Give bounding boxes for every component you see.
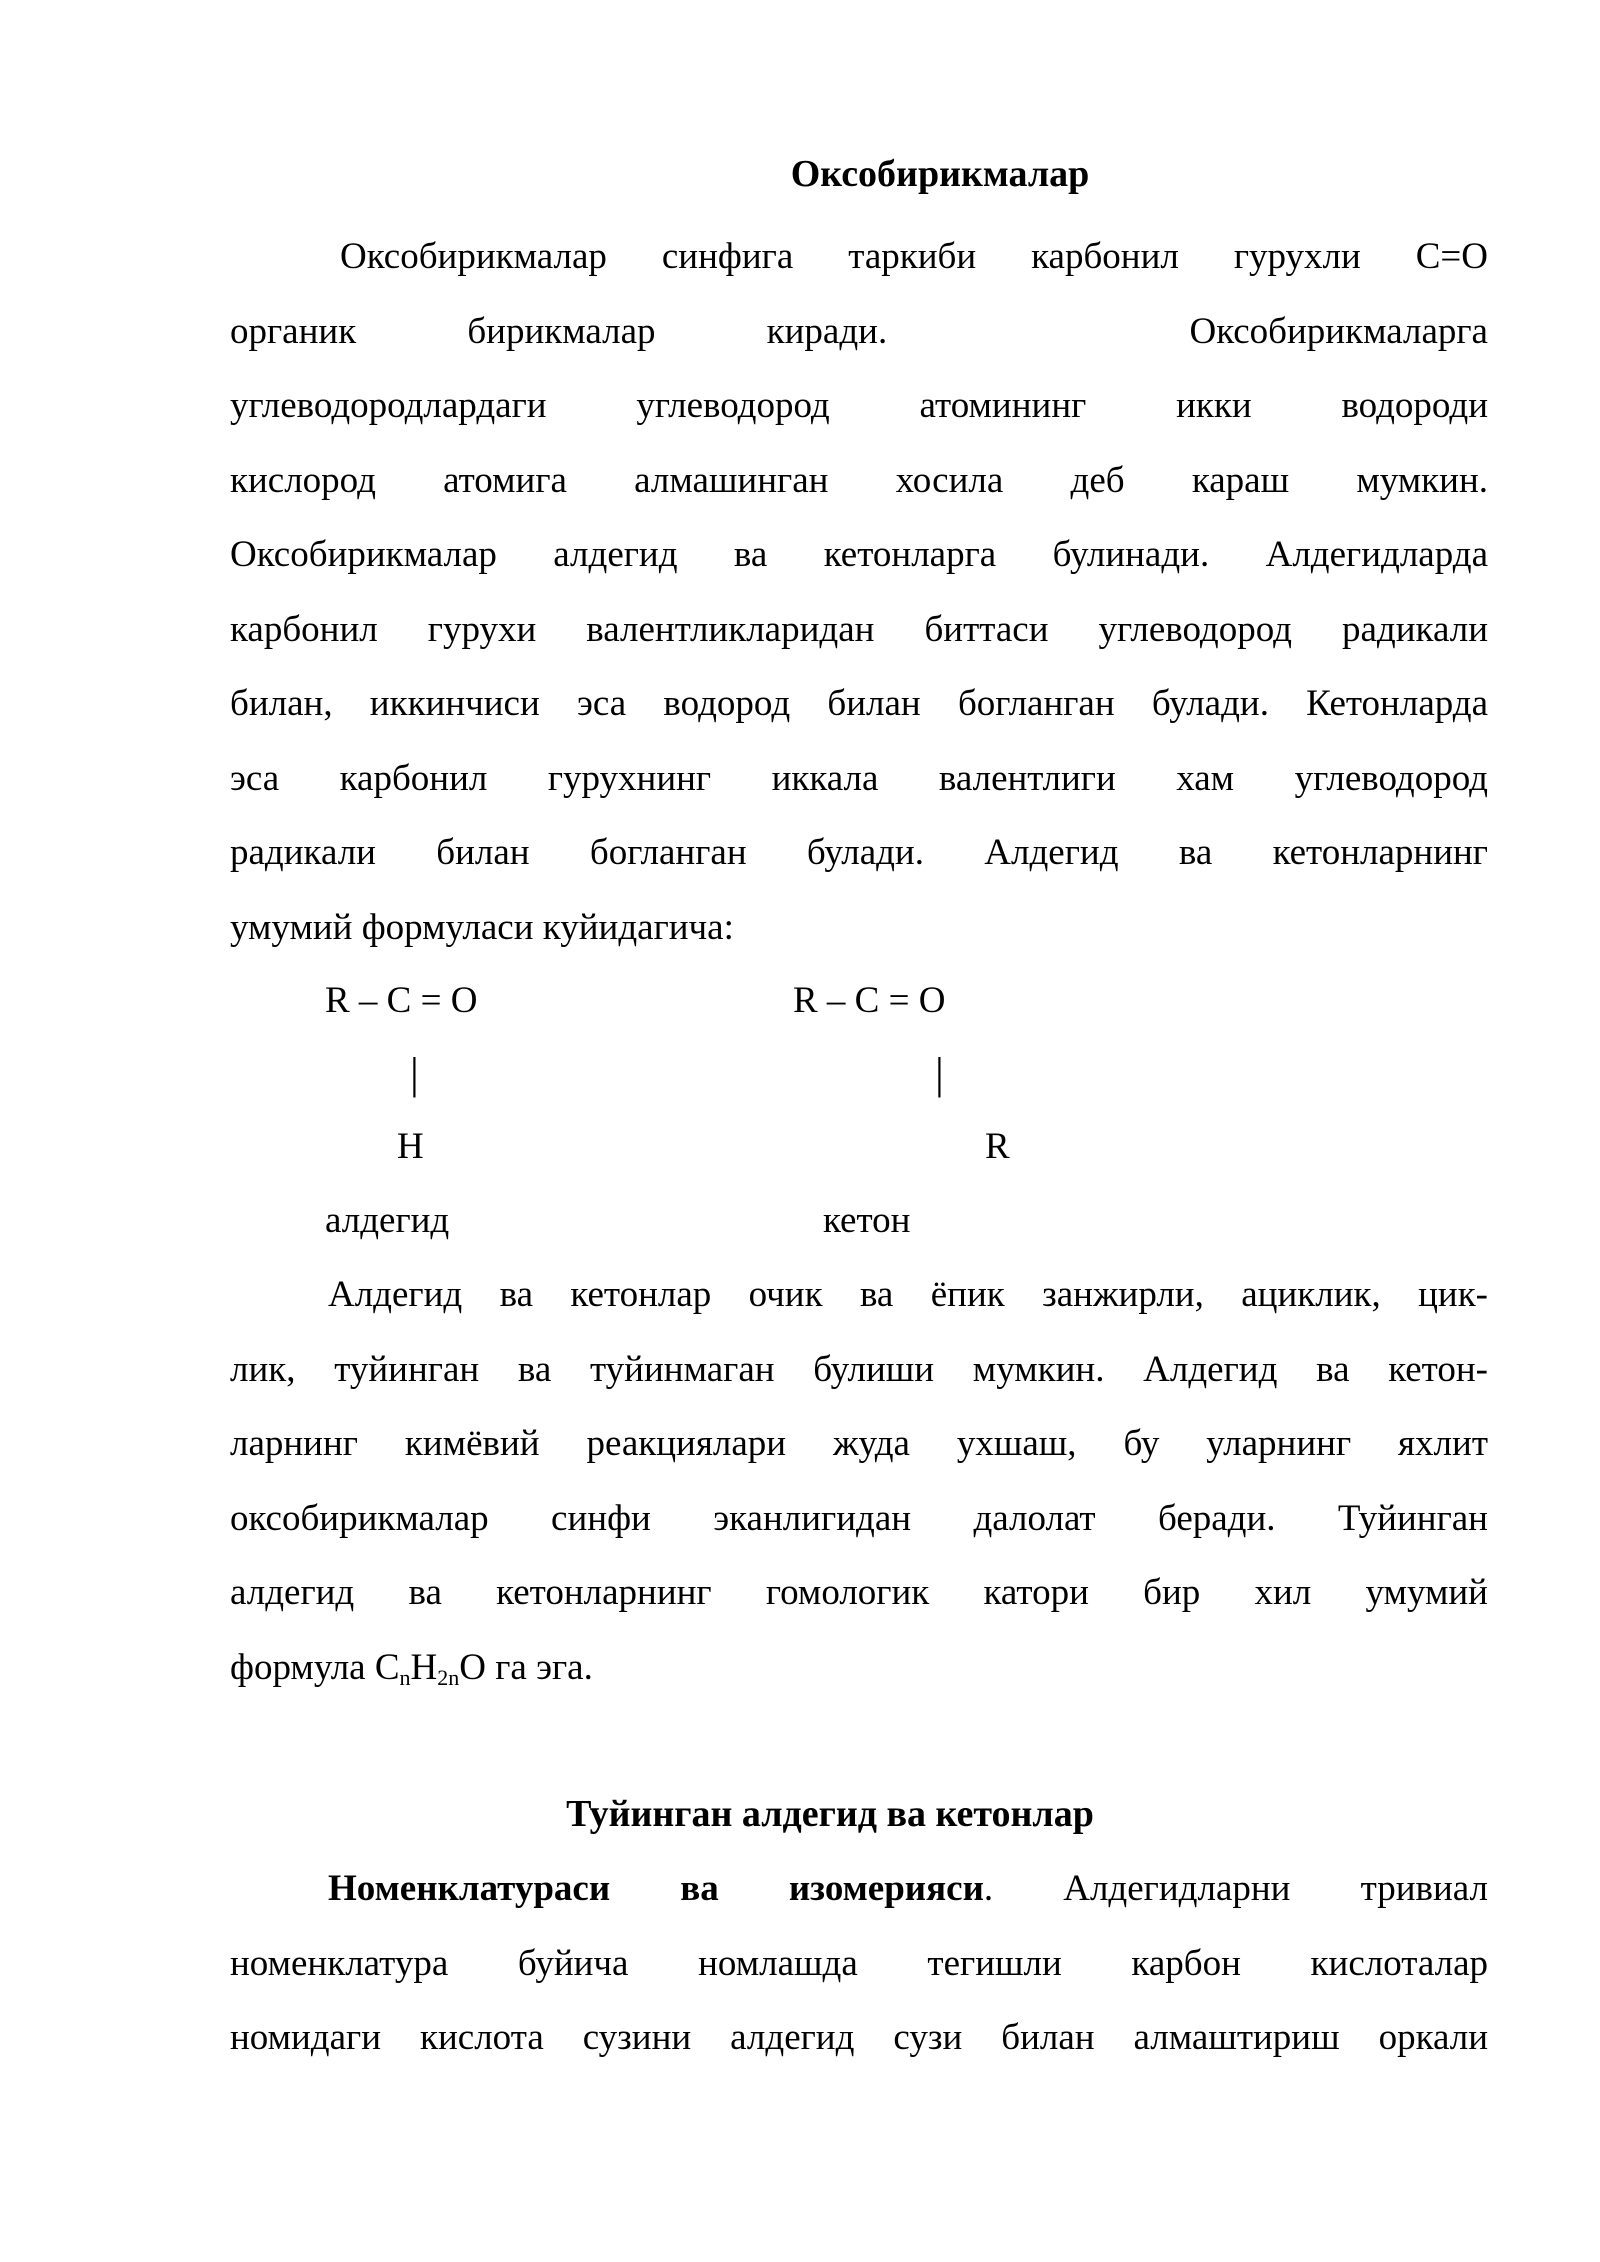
text-line: алдегид ва кетонларнинг гомологик катори бир хил умумий	[230, 1572, 1488, 1613]
paragraph-properties	[230, 1258, 1488, 1705]
text-line: номенклатура буйича номлашда тегишли карбон кислоталар	[230, 1942, 1488, 1984]
text-line: карбонил гурухи валентликларидан биттаси углеводород радикали	[230, 608, 1488, 650]
aldehyde-substituent: H	[397, 1126, 424, 1167]
subscript-2n: 2n	[437, 1664, 460, 1690]
text-run: . Алдегидларни тривиал	[983, 1868, 1488, 1909]
ketone-substituent: R	[985, 1126, 1010, 1167]
subheading: Номенклатураси ва изомерияси	[328, 1868, 984, 1909]
aldehyde-formula: R – C = O	[325, 980, 478, 1021]
text-line: Оксобирикмалар алдегид ва кетонларга булинади. Алдегидларда	[230, 534, 1488, 575]
text-line: номидаги кислота сузини алдегид сузи билан алмаштириш оркали	[230, 2017, 1488, 2058]
word: киради.	[766, 310, 888, 352]
text-line: углеводородлардаги углеводород атомининг икки водороди	[230, 385, 1488, 426]
formula-h: H	[410, 1646, 438, 1688]
paragraph-intro	[230, 220, 1488, 965]
formula-prefix: формула C	[230, 1646, 400, 1688]
text-line: оксобирикмалар синфи эканлигидан далолат беради. Туйинган	[230, 1497, 1488, 1539]
aldehyde-bond: |	[410, 1049, 419, 1098]
text-line: кислород атомига алмашинган хосила деб караш мумкин.	[230, 459, 1488, 501]
paragraph-nomenclature	[230, 1852, 1488, 2076]
ketone-formula: R – C = O	[793, 980, 946, 1021]
text-line	[230, 1852, 1488, 1927]
text-line: радикали билан богланган булади. Алдегид ва кетонларнинг	[230, 832, 1488, 873]
text-line: лик, туйинган ва туйинмаган булиши мумкин. Алдегид ва кетон-	[230, 1348, 1488, 1390]
word: Оксобирикмаларга	[1189, 310, 1488, 352]
text-line: умумий формуласи куйидагича:	[230, 906, 734, 948]
aldehyde-label: алдегид	[325, 1200, 450, 1241]
word: органик	[230, 310, 357, 352]
text-line: Алдегид ва кетонлар очик ва ёпик занжирли, ациклик, цик-	[328, 1274, 1488, 1315]
ketone-label: кетон	[823, 1200, 911, 1241]
ketone-bond: |	[935, 1049, 944, 1098]
text-line: билан, иккинчиси эса водород билан богланган булади. Кетонларда	[230, 683, 1488, 724]
spacer	[998, 295, 1078, 370]
formula-suffix: O га эга.	[459, 1646, 593, 1688]
text-line: ларнинг кимёвий реакциялари жуда ухшаш, бу уларнинг яхлит	[230, 1423, 1488, 1464]
section-title: Туйинган алдегид ва кетонлар	[566, 1793, 1094, 1835]
word: бирикмалар	[467, 310, 656, 352]
text-line: Оксобирикмалар синфига таркиби карбонил гурухли С=О	[340, 236, 1488, 277]
text-line: эса карбонил гурухнинг иккала валентлиги хам углеводород	[230, 757, 1488, 799]
subscript-n: n	[399, 1664, 411, 1690]
section-title: Оксобирикмалар	[790, 153, 1090, 195]
text-line	[230, 295, 1488, 370]
general-formula-line	[230, 1631, 1488, 1706]
